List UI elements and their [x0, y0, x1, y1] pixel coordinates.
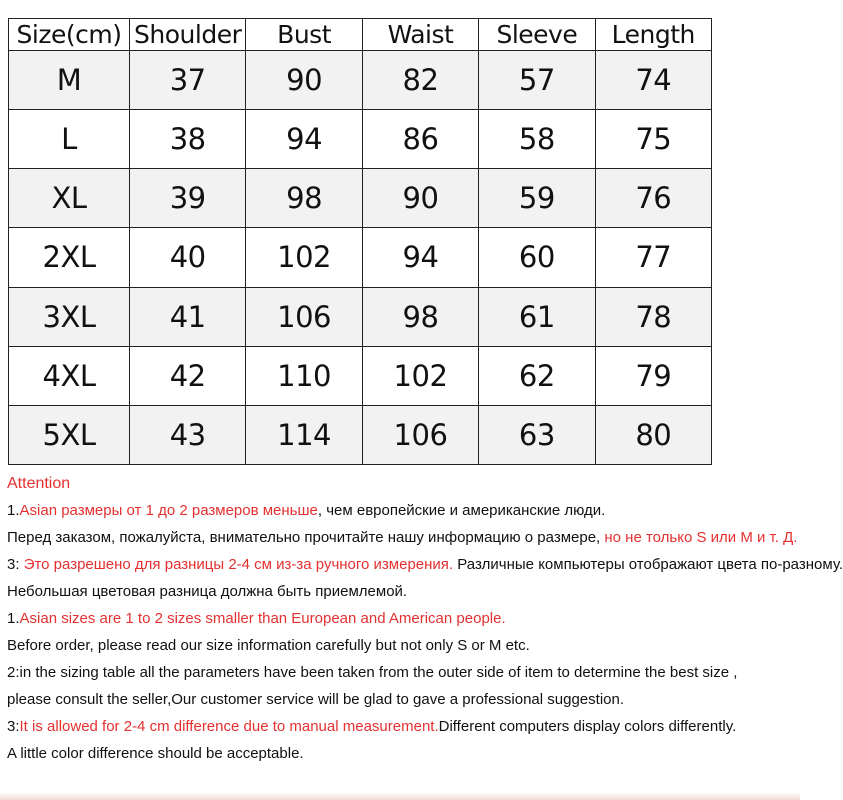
cell-size: L — [9, 110, 130, 169]
header-bust: Bust — [246, 19, 362, 51]
note-en-5-rest: Different computers display colors differently. — [438, 718, 737, 735]
note-ru-4: Небольшая цветовая разница должна быть приемлемой. — [7, 583, 408, 600]
note-en-5-highlight: It is allowed for 2-4 cm difference due to manual measurement. — [19, 718, 439, 735]
cell-length: 77 — [595, 228, 711, 287]
cell-sleeve: 58 — [479, 110, 595, 169]
note-ru-3 — [7, 551, 843, 578]
note-ru-1-highlight: Asian размеры от 1 до 2 размеров меньше — [19, 502, 318, 519]
cell-bust: 90 — [246, 51, 362, 110]
cell-sleeve: 62 — [479, 346, 595, 405]
cell-sleeve: 59 — [479, 169, 595, 228]
cell-sleeve: 63 — [479, 405, 595, 464]
table-row — [9, 169, 712, 228]
bottom-divider — [0, 792, 800, 800]
cell-shoulder: 43 — [130, 405, 246, 464]
attention-heading: Attention — [7, 475, 71, 492]
cell-waist: 102 — [362, 346, 478, 405]
cell-shoulder: 39 — [130, 169, 246, 228]
header-shoulder: Shoulder — [130, 19, 246, 51]
cell-bust: 114 — [246, 405, 362, 464]
note-ru-3-rest: Различные компьютеры отображают цвета по-разному. — [453, 556, 843, 573]
cell-sleeve: 60 — [479, 228, 595, 287]
size-chart-table — [8, 18, 712, 465]
table-row — [9, 346, 712, 405]
cell-shoulder: 37 — [130, 51, 246, 110]
note-en-4: please consult the seller,Our customer service will be glad to gave a professional suggestion. — [7, 691, 624, 708]
header-waist: Waist — [362, 19, 478, 51]
cell-length: 74 — [595, 51, 711, 110]
cell-waist: 98 — [362, 287, 478, 346]
note-en-2: Before order, please read our size information carefully but not only S or M etc. — [7, 637, 530, 654]
header-size: Size(cm) — [9, 19, 130, 51]
cell-waist: 86 — [362, 110, 478, 169]
cell-size: 3XL — [9, 287, 130, 346]
note-ru-3-prefix: 3: — [7, 556, 24, 573]
table-row — [9, 228, 712, 287]
cell-size: XL — [9, 169, 130, 228]
cell-sleeve: 57 — [479, 51, 595, 110]
cell-size: M — [9, 51, 130, 110]
cell-length: 79 — [595, 346, 711, 405]
cell-length: 75 — [595, 110, 711, 169]
cell-sleeve: 61 — [479, 287, 595, 346]
cell-bust: 106 — [246, 287, 362, 346]
note-ru-2-highlight: но не только S или M и т. Д. — [604, 529, 798, 546]
note-en-1-highlight: Asian sizes are 1 to 2 sizes smaller than European and American people. — [19, 610, 506, 627]
note-ru-2 — [7, 524, 797, 551]
cell-bust: 102 — [246, 228, 362, 287]
cell-bust: 110 — [246, 346, 362, 405]
note-ru-1 — [7, 497, 797, 524]
header-sleeve: Sleeve — [479, 19, 595, 51]
table-row — [9, 287, 712, 346]
cell-bust: 98 — [246, 169, 362, 228]
cell-waist: 82 — [362, 51, 478, 110]
table-header-row — [9, 19, 712, 51]
cell-bust: 94 — [246, 110, 362, 169]
note-en-5 — [7, 713, 797, 740]
cell-shoulder: 38 — [130, 110, 246, 169]
cell-waist: 90 — [362, 169, 478, 228]
header-length: Length — [595, 19, 711, 51]
table-row — [9, 405, 712, 464]
cell-length: 80 — [595, 405, 711, 464]
note-ru-1-rest: , чем европейские и американские люди. — [317, 502, 606, 519]
cell-shoulder: 41 — [130, 287, 246, 346]
note-en-5-prefix: 3: — [7, 718, 20, 735]
table-row — [9, 110, 712, 169]
cell-size: 4XL — [9, 346, 130, 405]
cell-size: 5XL — [9, 405, 130, 464]
cell-size: 2XL — [9, 228, 130, 287]
note-en-3: 2:in the sizing table all the parameters have been taken from the outer side of item to determine the best size , — [7, 664, 738, 681]
note-en-6: A little color difference should be acceptable. — [7, 745, 304, 762]
note-ru-2-text: Перед заказом, пожалуйста, внимательно прочитайте нашу информацию о размере, — [7, 529, 605, 546]
note-ru-3-highlight: Это разрешено для разницы 2-4 см из-за ручного измерения. — [23, 556, 454, 573]
note-en-1 — [7, 605, 797, 632]
table-row — [9, 51, 712, 110]
note-ru-1-prefix: 1. — [7, 502, 20, 519]
cell-shoulder: 42 — [130, 346, 246, 405]
cell-length: 78 — [595, 287, 711, 346]
cell-waist: 94 — [362, 228, 478, 287]
cell-shoulder: 40 — [130, 228, 246, 287]
note-en-1-prefix: 1. — [7, 610, 20, 627]
cell-length: 76 — [595, 169, 711, 228]
cell-waist: 106 — [362, 405, 478, 464]
size-notes — [7, 470, 843, 767]
